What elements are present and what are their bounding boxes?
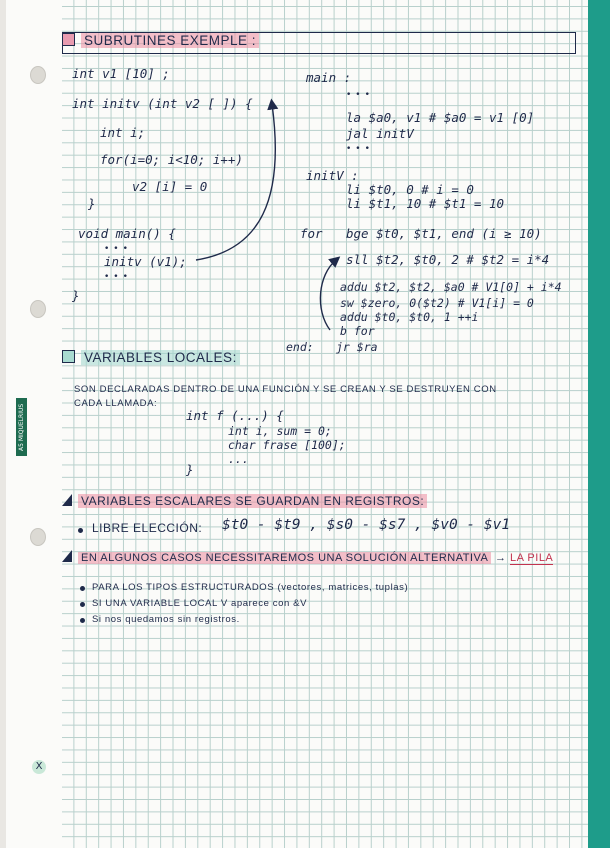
asm-line: addu $t2, $t2, $a0 # V1[0] + i*4 xyxy=(340,280,562,294)
code-line: char frase [100]; xyxy=(228,438,346,452)
code-line: void main() { xyxy=(78,226,176,241)
code-line: } xyxy=(186,462,194,477)
asm-line: main : xyxy=(306,70,352,85)
loop-arrow xyxy=(320,260,336,330)
code-line: for(i=0; i<10; i++) xyxy=(100,152,243,167)
asm-line: la $a0, v1 # $a0 = v1 [0] xyxy=(346,110,535,125)
code-line: int v1 [10] ; xyxy=(72,66,170,81)
bullet-text: Si nos quedamos sin registros. xyxy=(92,614,240,625)
arrow-icon: → xyxy=(494,552,507,564)
call-arrow xyxy=(196,104,275,260)
code-line: initv (v1); xyxy=(104,254,187,269)
definition-text: CADA LLAMADA: xyxy=(74,398,158,409)
asm-line: addu $t0, $t0, 1 ++i xyxy=(340,310,479,324)
code-line: v2 [i] = 0 xyxy=(132,179,208,194)
register-list: $t0 - $t9 , $s0 - $s7 , $v0 - $v1 xyxy=(222,517,511,533)
bullet-icon xyxy=(78,528,83,533)
checkbox-icon xyxy=(62,350,75,363)
section-title-variables-locales: VARIABLES LOCALES: xyxy=(62,350,240,365)
asm-line: li $t0, 0 # i = 0 xyxy=(346,182,474,197)
code-line: int f (...) { xyxy=(186,408,284,423)
asm-line: sll $t2, $t0, 2 # $t2 = i*4 xyxy=(346,252,550,267)
asm-line: sw $zero, 0($t2) # V1[i] = 0 xyxy=(340,296,534,310)
result-label: LA PILA xyxy=(510,552,554,564)
ellipsis-dots: ••• xyxy=(346,144,374,154)
asm-label: for xyxy=(300,226,323,241)
code-line: } xyxy=(72,288,80,303)
bullet-text: SI UNA VARIABLE LOCAL V aparece con &V xyxy=(92,598,308,609)
asm-line: jr $ra xyxy=(336,340,378,354)
bullet-icon xyxy=(80,586,85,591)
asm-line: jal initV xyxy=(346,126,414,141)
ellipsis-dots: ••• xyxy=(346,90,374,100)
page-mark: X xyxy=(32,760,46,774)
bullet-icon xyxy=(80,618,85,623)
asm-label: end: xyxy=(286,340,314,354)
code-line: int initv (int v2 [ ]) { xyxy=(72,96,253,111)
section-title-escalares: VARIABLES ESCALARES SE GUARDAN EN REGISTROS: xyxy=(62,494,427,508)
bullet-text: PARA LOS TIPOS ESTRUCTURADOS (vectores, matrices, tuplas) xyxy=(92,582,409,593)
asm-line: bge $t0, $t1, end (i ≥ 10) xyxy=(346,226,542,241)
bullet-label: LIBRE ELECCIÓN: xyxy=(92,521,203,535)
asm-line: initV : xyxy=(306,168,359,183)
ellipsis-dots: ••• xyxy=(104,244,132,254)
asm-line: b for xyxy=(340,324,375,338)
section-title-subrutines: SUBRUTINES EXEMPLE : xyxy=(62,33,259,48)
triangle-icon xyxy=(62,494,72,506)
code-line: int i; xyxy=(100,125,146,140)
definition-text: SON DECLARADAS DENTRO DE UNA FUNCIÓN Y SE CREAN Y SE DESTRUYEN CON xyxy=(74,384,497,395)
brand-label: A5 MIQUELRIUS xyxy=(16,398,27,456)
code-line: ... xyxy=(228,452,249,466)
code-line: int i, sum = 0; xyxy=(228,424,332,438)
ellipsis-dots: ••• xyxy=(104,272,132,282)
triangle-icon xyxy=(62,550,72,562)
asm-line: li $t1, 10 # $t1 = 10 xyxy=(346,196,505,211)
code-line: } xyxy=(88,196,96,211)
bullet-icon xyxy=(80,602,85,607)
section-title-alternativa: EN ALGUNOS CASOS NECESSITAREMOS UNA SOLUCIÓN ALTERNATIVA → LA PILA xyxy=(62,550,553,564)
